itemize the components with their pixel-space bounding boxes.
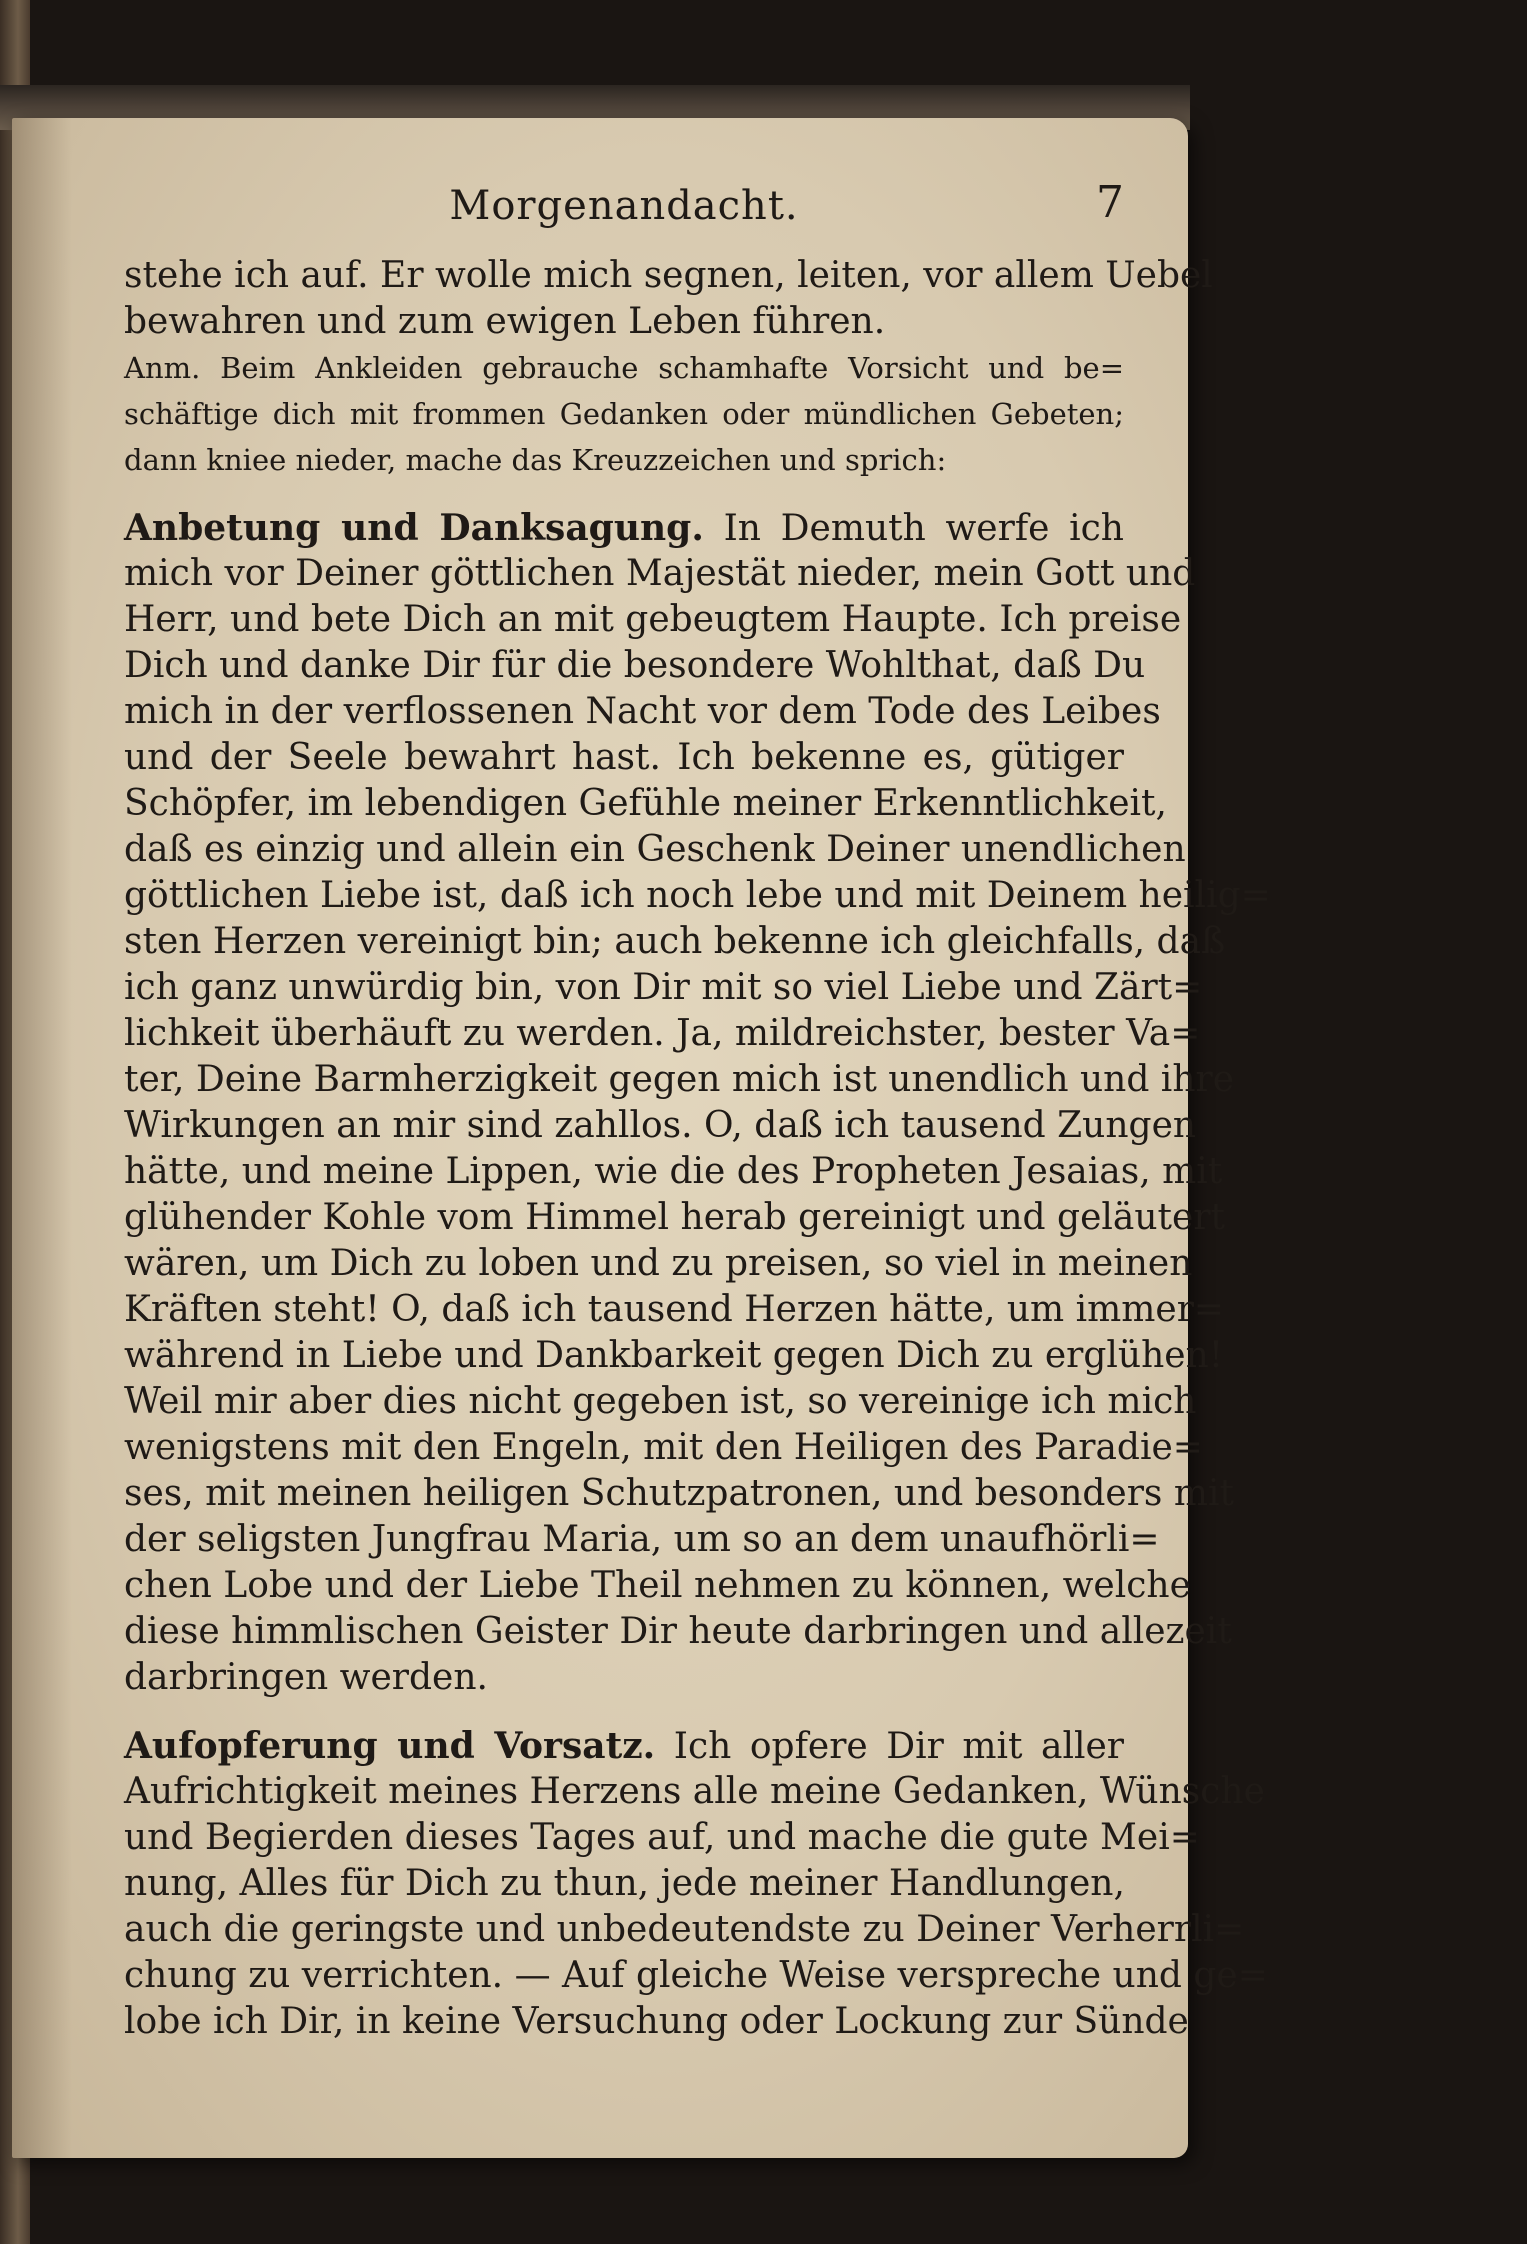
- page-header: [124, 177, 1124, 253]
- section-heading: Aufopferung und Vorsatz.: [124, 1725, 656, 1767]
- text-line: sten Herzen vereinigt bin; auch bekenne ich gleichfalls, daß: [124, 921, 1226, 962]
- text-line: Wirkungen an mir sind zahllos. O, daß ich tausend Zungen: [124, 1105, 1197, 1146]
- text-line: stehe ich auf. Er wolle mich segnen, leiten, vor allem Uebel: [124, 255, 1213, 296]
- text-line: und Begierden dieses Tages auf, und mache die gute Mei=: [124, 1817, 1200, 1858]
- text-line: auch die geringste und unbedeutendste zu Deiner Verherrli=: [124, 1909, 1245, 1950]
- text-line: Herr, und bete Dich an mit gebeugtem Haupte. Ich preise: [124, 599, 1182, 640]
- section-first-line: [124, 505, 1124, 551]
- section-heading: Anbetung und Danksagung.: [124, 507, 704, 549]
- annotation-note: [124, 345, 1124, 483]
- text-line: glühender Kohle vom Himmel herab gereinigt und geläutert: [124, 1197, 1226, 1238]
- section-adoration: [124, 505, 1271, 1701]
- text-line: Weil mir aber dies nicht gegeben ist, so vereinige ich mich: [124, 1381, 1197, 1422]
- note-line: Anm. Beim Ankleiden gebrauche schamhafte Vorsicht und be=: [124, 351, 1124, 385]
- text-line: während in Liebe und Dankbarkeit gegen Dich zu erglühen!: [124, 1335, 1224, 1376]
- text-line: daß es einzig und allein ein Geschenk Deiner unendlichen: [124, 829, 1186, 870]
- text-line: hätte, und meine Lippen, wie die des Propheten Jesaias, mit: [124, 1151, 1223, 1192]
- text-line: wären, um Dich zu loben und zu preisen, so viel in meinen: [124, 1243, 1193, 1284]
- text-line: diese himmlischen Geister Dir heute darbringen und allezeit: [124, 1611, 1232, 1652]
- text-line: ich ganz unwürdig bin, von Dir mit so viel Liebe und Zärt=: [124, 967, 1203, 1008]
- note-line: schäftige dich mit frommen Gedanken oder mündlichen Gebeten;: [124, 397, 1124, 431]
- text-line: Kräften steht! O, daß ich tausend Herzen hätte, um immer=: [124, 1289, 1225, 1330]
- text-line: und der Seele bewahrt hast. Ich bekenne es, gütiger: [124, 737, 1124, 778]
- page-text-block: [124, 177, 1271, 2045]
- text-line: bewahren und zum ewigen Leben führen.: [124, 301, 886, 342]
- text-line: ter, Deine Barmherzigkeit gegen mich ist unendlich und ihre: [124, 1059, 1235, 1100]
- text-span: Ich opfere Dir mit aller: [673, 1726, 1124, 1767]
- section-first-line: [124, 1723, 1124, 1769]
- text-line: nung, Alles für Dich zu thun, jede meiner Handlungen,: [124, 1863, 1125, 1904]
- page-number: 7: [1096, 177, 1124, 228]
- text-line: lobe ich Dir, in keine Versuchung oder Lockung zur Sünde: [124, 2001, 1189, 2042]
- top-paragraph: [124, 253, 1213, 345]
- text-line: Schöpfer, im lebendigen Gefühle meiner Erkenntlichkeit,: [124, 783, 1167, 824]
- note-line: dann kniee nieder, mache das Kreuzzeichen und sprich:: [124, 443, 947, 477]
- text-line: göttlichen Liebe ist, daß ich noch lebe und mit Deinem heilig=: [124, 875, 1271, 916]
- section-body: [124, 1769, 1268, 2045]
- text-span: In Demuth werfe ich: [723, 508, 1124, 549]
- text-line: chen Lobe und der Liebe Theil nehmen zu können, welche: [124, 1565, 1191, 1606]
- text-line: lichkeit überhäuft zu werden. Ja, mildreichster, bester Va=: [124, 1013, 1201, 1054]
- text-line: wenigstens mit den Engeln, mit den Heiligen des Paradie=: [124, 1427, 1203, 1468]
- text-line: chung zu verrichten. — Auf gleiche Weise verspreche und ge=: [124, 1955, 1268, 1996]
- text-line: ses, mit meinen heiligen Schutzpatronen, und besonders mit: [124, 1473, 1234, 1514]
- text-line: darbringen werden.: [124, 1657, 488, 1698]
- text-line: mich vor Deiner göttlichen Majestät nieder, mein Gott und: [124, 553, 1196, 594]
- book-page: [12, 118, 1271, 2158]
- section-offering: [124, 1723, 1268, 2045]
- text-line: mich in der verflossenen Nacht vor dem Tode des Leibes: [124, 691, 1161, 732]
- text-line: der seligsten Jungfrau Maria, um so an dem unaufhörli=: [124, 1519, 1160, 1560]
- text-line: Dich und danke Dir für die besondere Wohlthat, daß Du: [124, 645, 1146, 686]
- text-line: Aufrichtigkeit meines Herzens alle meine Gedanken, Wünsche: [124, 1771, 1265, 1812]
- running-head: Morgenandacht.: [449, 183, 799, 229]
- section-body: [124, 551, 1271, 1701]
